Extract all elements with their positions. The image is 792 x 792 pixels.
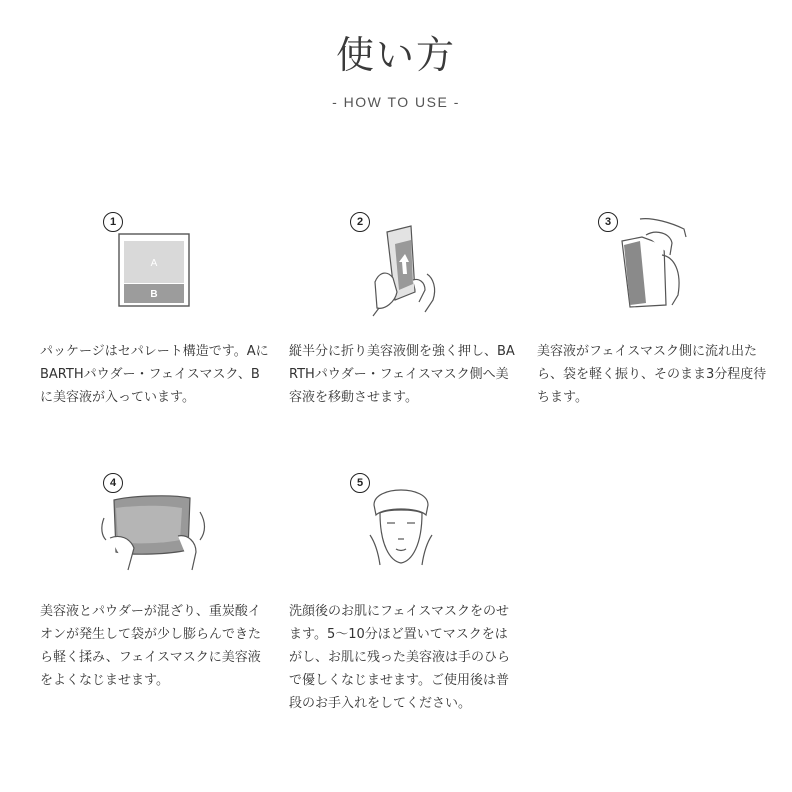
step-number: 3 xyxy=(598,212,618,232)
step-number: 1 xyxy=(103,212,123,232)
step-4-description: 美容液とパウダーが混ざり、重炭酸イオンが発生して袋が少し膨らんできたら軽く揉み、フェイスマスクに美容液をよくなじませます。 xyxy=(40,604,262,688)
step-number: 4 xyxy=(103,473,123,493)
step-5-description: 洗顔後のお肌にフェイスマスクをのせます。5〜10分ほど置いてマスクをはがし、お肌に残った美容液は手のひらで優しくなじませます。ご使用後は普段のお手入れをしてください。 xyxy=(289,604,511,711)
shake-pouch-icon xyxy=(612,215,692,310)
fold-press-icon xyxy=(365,222,445,317)
knead-pouch-icon xyxy=(100,478,210,573)
step-number: 5 xyxy=(350,473,370,493)
label-a: A xyxy=(150,258,158,269)
package-ab-icon xyxy=(117,232,197,312)
page-subtitle: - HOW TO USE - xyxy=(332,94,460,110)
step-2-description: 縦半分に折り美容液側を強く押し、BARTHパウダー・フェイスマスク側へ美容液を移動させます。 xyxy=(289,344,515,405)
label-b: B xyxy=(150,289,158,300)
page-title: 使い方 xyxy=(335,33,456,77)
step-3-description: 美容液がフェイスマスク側に流れ出たら、袋を軽く振り、そのまま3分程度待ちます。 xyxy=(537,344,767,405)
step-number: 2 xyxy=(350,212,370,232)
step-1-description: パッケージはセパレート構造です。AにBARTHパウダー・フェイスマスク、Bに美容液が入っています。 xyxy=(40,344,269,405)
face-mask-icon xyxy=(362,475,442,570)
